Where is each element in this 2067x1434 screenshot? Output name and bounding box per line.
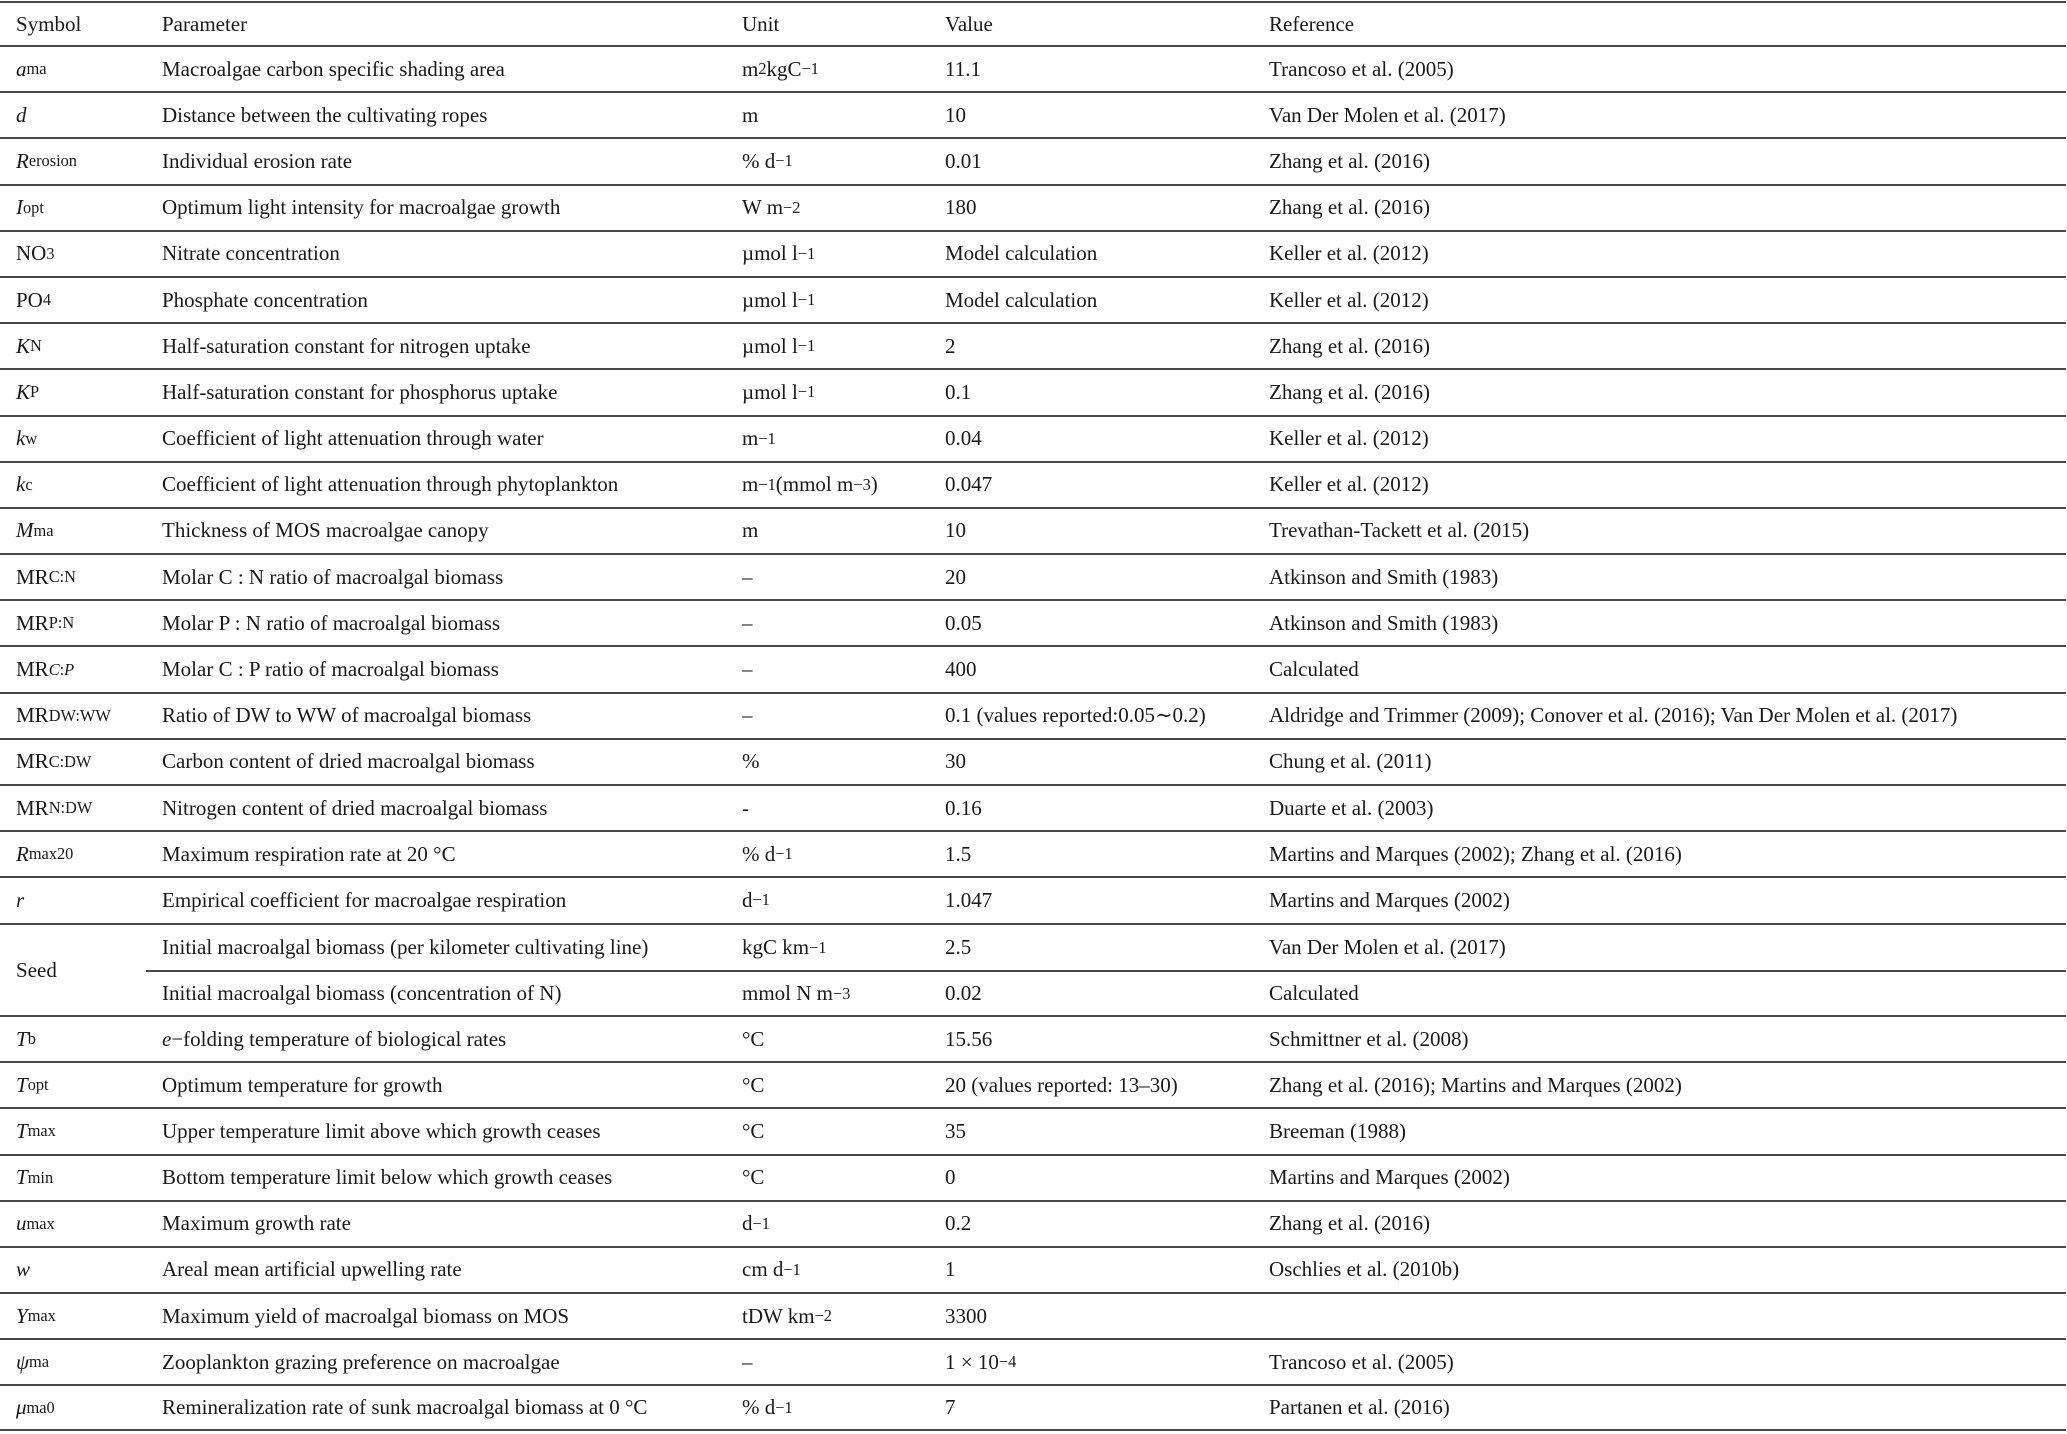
unit-cell: °C (742, 1026, 765, 1051)
unit-cell: cm d −1 (742, 1257, 801, 1282)
unit-cell: °C (742, 1118, 765, 1143)
symbol-base: T (16, 1026, 28, 1051)
reference-cell: Martins and Marques (2002) (1269, 1165, 1510, 1190)
seed-sub-row (0, 925, 2066, 971)
value-cell: 3300 (945, 1303, 987, 1328)
param-cell: e −folding temperature of biological rates (162, 1026, 507, 1051)
unit-cell: - (742, 795, 749, 820)
table-header (0, 1, 2066, 45)
table-row (0, 137, 2066, 183)
table-row (0, 1200, 2066, 1246)
table-row (0, 322, 2066, 368)
unit-cell: % d −1 (742, 1395, 793, 1420)
table-row (0, 91, 2066, 137)
param-cell: Molar C : N ratio of macroalgal biomass (162, 564, 504, 589)
symbol-cell: T opt (16, 1072, 49, 1097)
reference-cell: Van Der Molen et al. (2017) (1269, 102, 1506, 127)
reference-cell: Zhang et al. (2016) (1269, 1211, 1430, 1236)
value-cell: 15.56 (945, 1026, 993, 1051)
table-row (0, 1061, 2066, 1107)
table-row (0, 692, 2066, 738)
reference-cell: Atkinson and Smith (1983) (1269, 610, 1499, 635)
symbol-cell: T max (16, 1118, 56, 1143)
param-cell: Zooplankton grazing preference on macroalgae (162, 1349, 560, 1374)
symbol-base: R (16, 148, 29, 173)
symbol-base: MR (16, 749, 49, 774)
value-cell: 7 (945, 1395, 956, 1420)
value-cell: 10 (945, 518, 966, 543)
symbol-base: a (16, 56, 27, 81)
unit-cell: m −1 (mmol m −3 ) (742, 472, 878, 497)
value-cell: 20 (945, 564, 966, 589)
symbol-cell: μ ma0 (16, 1395, 55, 1420)
table-row (0, 645, 2066, 691)
parameter-table (0, 1, 2066, 1431)
symbol-base: K (16, 333, 31, 358)
value-cell: 0 (945, 1165, 956, 1190)
symbol-base: I (16, 195, 23, 220)
symbol-cell: MR P:N (16, 610, 75, 635)
value-cell: 0.02 (945, 981, 982, 1006)
unit-cell: µmol l −1 (742, 379, 816, 404)
param-cell: Upper temperature limit above which growth ceases (162, 1118, 601, 1143)
symbol-base: ψ (16, 1349, 30, 1374)
value-cell: Model calculation (945, 287, 1098, 312)
symbol-base: w (16, 1257, 31, 1282)
reference-cell: Trevathan-Tackett et al. (2015) (1269, 518, 1530, 543)
param-cell: Half-saturation constant for phosphorus uptake (162, 379, 558, 404)
table-body-upper (0, 45, 2066, 923)
param-cell: Optimum light intensity for macroalgae growth (162, 195, 561, 220)
table-row (0, 368, 2066, 414)
value-cell: 1.047 (945, 887, 993, 912)
unit-cell: m (742, 518, 759, 543)
unit-cell: d −1 (742, 887, 770, 912)
symbol-cell: M ma (16, 518, 54, 543)
table-row (0, 461, 2066, 507)
reference-cell: Calculated (1269, 657, 1359, 682)
value-cell: 35 (945, 1118, 966, 1143)
symbol-cell: MR N:DW (16, 795, 93, 820)
table-row (0, 830, 2066, 876)
symbol-cell (16, 878, 24, 922)
table-row (0, 1384, 2066, 1430)
symbol-base: T (16, 1072, 28, 1097)
reference-cell: Partanen et al. (2016) (1269, 1395, 1450, 1420)
reference-cell: Zhang et al. (2016) (1269, 148, 1430, 173)
reference-cell: Martins and Marques (2002); Zhang et al. (2016) (1269, 841, 1682, 866)
seed-symbol: Seed (16, 958, 57, 983)
param-cell: Macroalgae carbon specific shading area (162, 56, 505, 81)
table-row (0, 1292, 2066, 1338)
value-cell: 0.04 (945, 426, 982, 451)
symbol-base: MR (16, 657, 49, 682)
symbol-base: u (16, 1211, 27, 1236)
value-cell: 0.01 (945, 148, 982, 173)
unit-cell: °C (742, 1165, 765, 1190)
unit-cell: d −1 (742, 1211, 770, 1236)
table-row (0, 1338, 2066, 1384)
symbol-base: d (16, 102, 27, 127)
param-cell: Nitrate concentration (162, 241, 340, 266)
table-row (0, 1107, 2066, 1153)
reference-cell: Schmittner et al. (2008) (1269, 1026, 1469, 1051)
symbol-base: MR (16, 795, 49, 820)
symbol-cell: a ma (16, 56, 47, 81)
unit-cell: m −1 (742, 426, 776, 451)
reference-cell: Zhang et al. (2016) (1269, 379, 1430, 404)
table-row (0, 784, 2066, 830)
table-row (0, 230, 2066, 276)
value-cell: Model calculation (945, 241, 1098, 266)
symbol-base: k (16, 472, 26, 497)
value-cell: 0.047 (945, 472, 993, 497)
value-cell: 0.05 (945, 610, 982, 635)
symbol-base: T (16, 1118, 28, 1143)
unit-cell: tDW km −2 (742, 1303, 832, 1328)
symbol-base: PO (16, 287, 43, 312)
param-cell: Areal mean artificial upwelling rate (162, 1257, 462, 1282)
reference-cell: Breeman (1988) (1269, 1118, 1407, 1143)
value-cell: 20 (values reported: 13–30) (945, 1072, 1178, 1097)
unit-cell: mmol N m −3 (742, 981, 851, 1006)
unit-cell: – (742, 703, 753, 728)
symbol-cell: R max20 (16, 841, 74, 866)
param-cell: Empirical coefficient for macroalgae respiration (162, 887, 567, 912)
unit-cell: µmol l −1 (742, 287, 816, 312)
value-cell: 0.2 (945, 1211, 972, 1236)
unit-cell: – (742, 1349, 753, 1374)
symbol-base: NO (16, 241, 47, 266)
symbol-cell: T b (16, 1026, 36, 1051)
symbol-cell: MR C:DW (16, 749, 92, 774)
table-row (0, 876, 2066, 922)
seed-sub-row (0, 971, 2066, 1017)
reference-cell: Keller et al. (2012) (1269, 426, 1429, 451)
value-cell: 1.5 (945, 841, 972, 866)
param-cell: Ratio of DW to WW of macroalgal biomass (162, 703, 532, 728)
reference-cell: Keller et al. (2012) (1269, 287, 1429, 312)
value-cell: 0.1 (values reported:0.05∼0.2) (945, 703, 1206, 728)
symbol-cell: T min (16, 1165, 54, 1190)
param-cell: Bottom temperature limit below which growth ceases (162, 1165, 613, 1190)
symbol-cell (16, 1248, 30, 1292)
table-row (0, 1015, 2066, 1061)
value-cell: 180 (945, 195, 977, 220)
table-row (0, 1246, 2066, 1292)
param-cell: Individual erosion rate (162, 148, 353, 173)
reference-cell: Van Der Molen et al. (2017) (1269, 935, 1506, 960)
unit-cell: µmol l −1 (742, 333, 816, 358)
table-row (0, 507, 2066, 553)
reference-cell: Keller et al. (2012) (1269, 472, 1429, 497)
reference-cell: Martins and Marques (2002) (1269, 887, 1510, 912)
value-cell: 10 (945, 102, 966, 127)
unit-cell: °C (742, 1072, 765, 1097)
table-row (0, 599, 2066, 645)
table-row (0, 45, 2066, 91)
symbol-cell: MR C:P (16, 657, 75, 682)
param-cell: Carbon content of dried macroalgal biomass (162, 749, 535, 774)
symbol-cell: Y max (16, 1303, 56, 1328)
table-body-lower (0, 1015, 2066, 1431)
symbol-base: M (16, 518, 34, 543)
table-row (0, 184, 2066, 230)
unit-cell: % d −1 (742, 841, 793, 866)
table-row (0, 276, 2066, 322)
symbol-base: MR (16, 564, 49, 589)
param-cell: Coefficient of light attenuation through phytoplankton (162, 472, 619, 497)
symbol-cell: NO 3 (16, 241, 55, 266)
param-cell: Half-saturation constant for nitrogen uptake (162, 333, 531, 358)
symbol-base: Y (16, 1303, 28, 1328)
param-cell: Maximum yield of macroalgal biomass on MOS (162, 1303, 570, 1328)
symbol-base: MR (16, 703, 49, 728)
param-cell: Molar C : P ratio of macroalgal biomass (162, 657, 499, 682)
reference-cell: Zhang et al. (2016); Martins and Marques (2002) (1269, 1072, 1682, 1097)
value-cell: 0.1 (945, 379, 972, 404)
value-cell: 11.1 (945, 56, 981, 81)
symbol-cell: PO 4 (16, 287, 52, 312)
symbol-cell: K P (16, 379, 40, 404)
reference-cell: Keller et al. (2012) (1269, 241, 1429, 266)
value-cell: 2 (945, 333, 956, 358)
value-cell: 1 (945, 1257, 956, 1282)
symbol-cell: MR C:N (16, 564, 76, 589)
symbol-base: R (16, 841, 29, 866)
symbol-cell: I opt (16, 195, 44, 220)
reference-cell: Aldridge and Trimmer (2009); Conover et al. (2016); Van Der Molen et al. (2017) (1269, 703, 1958, 728)
table-row (0, 738, 2066, 784)
symbol-cell: k w (16, 426, 38, 451)
value-cell: 0.16 (945, 795, 982, 820)
symbol-cell: k c (16, 472, 33, 497)
param-cell: Nitrogen content of dried macroalgal biomass (162, 795, 548, 820)
reference-cell: Zhang et al. (2016) (1269, 195, 1430, 220)
unit-cell: m 2 kgC −1 (742, 56, 819, 81)
reference-cell: Chung et al. (2011) (1269, 749, 1432, 774)
header-unit: Unit (742, 11, 780, 36)
unit-cell: – (742, 610, 753, 635)
param-cell: Coefficient of light attenuation through water (162, 426, 544, 451)
param-cell: Maximum respiration rate at 20 °C (162, 841, 456, 866)
header-reference: Reference (1269, 11, 1355, 36)
table-row (0, 415, 2066, 461)
param-cell: Remineralization rate of sunk macroalgal biomass at 0 °C (162, 1395, 648, 1420)
unit-cell: kgC km −1 (742, 935, 827, 960)
symbol-base: r (16, 887, 25, 912)
param-cell: Molar P : N ratio of macroalgal biomass (162, 610, 501, 635)
unit-cell: W m −2 (742, 195, 801, 220)
param-cell: Initial macroalgal biomass (concentration of N) (162, 981, 562, 1006)
table-row (0, 553, 2066, 599)
reference-cell: Duarte et al. (2003) (1269, 795, 1434, 820)
unit-cell: % (742, 749, 760, 774)
reference-cell: Oschlies et al. (2010b) (1269, 1257, 1460, 1282)
value-cell: 400 (945, 657, 977, 682)
value-cell: 2.5 (945, 935, 972, 960)
symbol-cell: R erosion (16, 148, 77, 173)
header-value: Value (945, 11, 993, 36)
reference-cell: Zhang et al. (2016) (1269, 333, 1430, 358)
param-cell: Thickness of MOS macroalgae canopy (162, 518, 489, 543)
symbol-base: k (16, 426, 26, 451)
param-cell: Optimum temperature for growth (162, 1072, 443, 1097)
value-cell: 1 × 10 −4 (945, 1349, 1017, 1374)
header-parameter: Parameter (162, 11, 248, 36)
reference-cell: Trancoso et al. (2005) (1269, 1349, 1454, 1374)
symbol-cell: MR DW:WW (16, 703, 111, 728)
unit-cell: µmol l −1 (742, 241, 816, 266)
symbol-cell: ψ ma (16, 1349, 50, 1374)
unit-cell: – (742, 657, 753, 682)
value-cell: 30 (945, 749, 966, 774)
table-row-seed (0, 923, 2066, 1015)
symbol-base: T (16, 1165, 28, 1190)
param-cell: Maximum growth rate (162, 1211, 351, 1236)
symbol-cell (16, 93, 27, 137)
symbol-cell: u max (16, 1211, 55, 1236)
reference-cell: Calculated (1269, 981, 1359, 1006)
unit-cell: – (742, 564, 753, 589)
param-cell: Initial macroalgal biomass (per kilometer cultivating line) (162, 935, 649, 960)
unit-cell: m (742, 102, 759, 127)
reference-cell: Atkinson and Smith (1983) (1269, 564, 1499, 589)
symbol-base: MR (16, 610, 49, 635)
symbol-base: μ (16, 1395, 27, 1420)
unit-cell: % d −1 (742, 148, 793, 173)
header-symbol: Symbol (16, 11, 82, 36)
table-row (0, 1154, 2066, 1200)
reference-cell: Trancoso et al. (2005) (1269, 56, 1454, 81)
param-cell: Phosphate concentration (162, 287, 368, 312)
symbol-base: K (16, 379, 31, 404)
param-cell: Distance between the cultivating ropes (162, 102, 488, 127)
symbol-cell: K N (16, 333, 42, 358)
